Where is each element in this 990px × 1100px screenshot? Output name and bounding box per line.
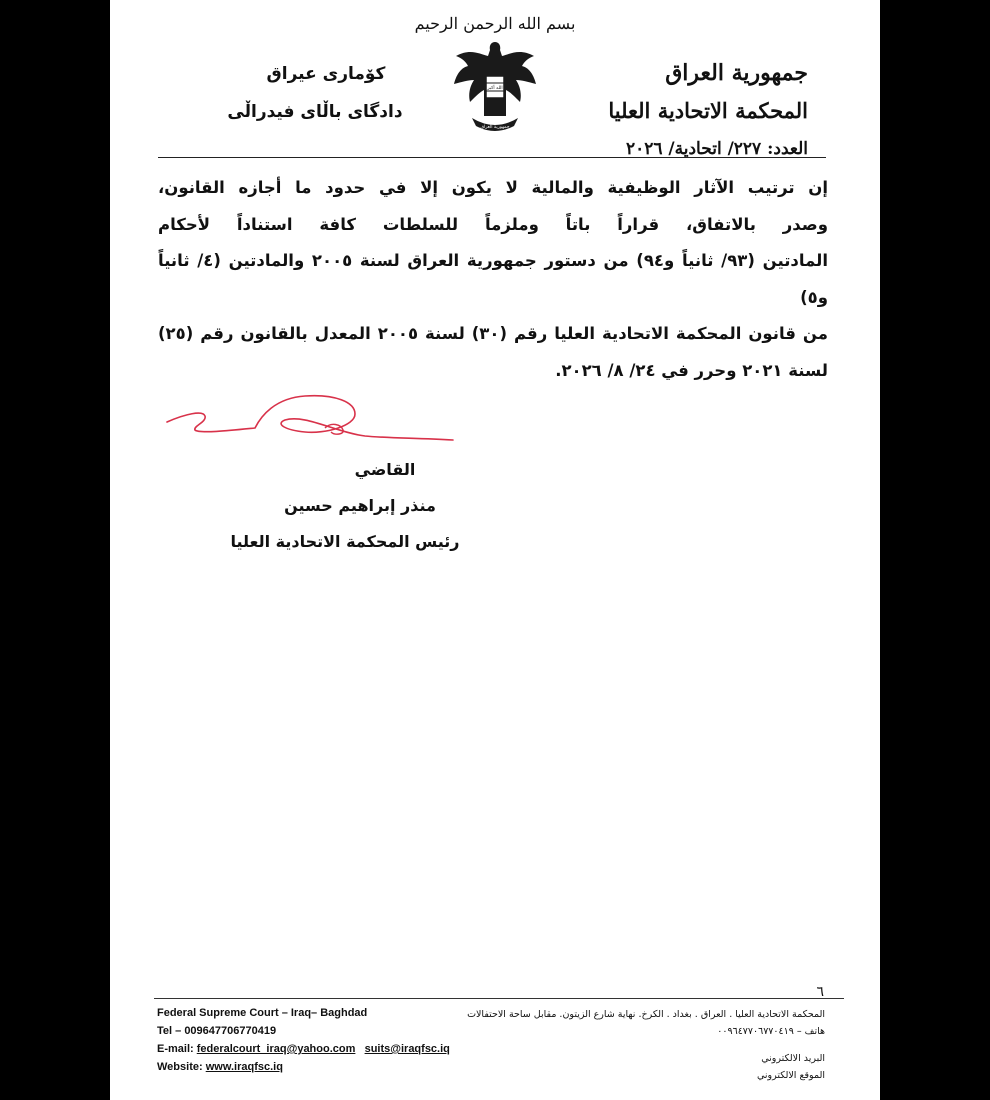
- footer-address-ar: المحكمة الاتحادية العليا . العراق . بغداد . الكرخ. نهاية شارع الزيتون. مقابل ساحة الاحتفالات: [467, 1009, 825, 1020]
- phone-number: 009647706770419: [184, 1025, 277, 1037]
- footer-phone: Tel – 009647706770419: [157, 1025, 277, 1037]
- email-link[interactable]: federalcourt_iraq@yahoo.com: [196, 1043, 356, 1055]
- basmala: بسم الله الرحمن الرحيم: [414, 14, 576, 33]
- decision-text: [158, 170, 828, 389]
- judge-name: منذر إبراهيم حسين: [284, 496, 436, 515]
- decision-line: وصدر بالاتفاق، قراراً باتاً وملزماً للسلطات كافة استناداً لأحكام: [158, 214, 828, 234]
- footer-email-label-ar: البريد الالكتروني: [761, 1053, 825, 1064]
- header-kurdish: [210, 62, 420, 124]
- decision-line: إن ترتيب الآثار الوظيفية والمالية لا يكون إلا في حدود ما أجازه القانون،: [158, 178, 828, 197]
- country-name-ar: جمهورية العراق: [665, 60, 808, 86]
- court-name-ku: دادگاى باڵاى فيدراڵى: [227, 102, 403, 122]
- iraq-eagle-emblem: [450, 36, 540, 132]
- page-number: ٦: [816, 984, 824, 1000]
- decision-line: المادتين (٩٣/ ثانياً و٩٤) من دستور جمهورية العراق لسنة ٢٠٠٥ والمادتين (٤/ ثانياً و٥): [158, 251, 828, 307]
- judge-title: القاضي: [354, 460, 416, 479]
- footer-website: Website: www.iraqfsc.iq: [157, 1061, 283, 1073]
- email-link[interactable]: suits@iraqfsc.iq: [364, 1043, 450, 1055]
- signature-block: [230, 452, 480, 560]
- handwritten-signature: [165, 392, 455, 452]
- judge-position: رئيس المحكمة الاتحادية العليا: [230, 532, 460, 551]
- footer-website-label-ar: الموقع الالكتروني: [756, 1070, 825, 1081]
- emblem-caption: جمهورية العراق: [480, 125, 510, 130]
- footer-court-name: Federal Supreme Court – Iraq– Baghdad: [157, 1007, 368, 1019]
- footer-email: E-mail: federalcourt_iraq@yahoo.com suits@iraqfsc.iq: [157, 1043, 450, 1055]
- footer-english: [157, 1004, 477, 1076]
- reference-number: العدد: ٢٢٧/ اتحادية/ ٢٠٢٦: [625, 139, 808, 159]
- footer-arabic: [467, 1006, 825, 1084]
- footer-phone-ar: هاتف – ٠٠٩٦٤٧٧٠٦٧٧٠٤١٩: [717, 1026, 825, 1037]
- decision-line: من قانون المحكمة الاتحادية العليا رقم (٣٠) لسنة ٢٠٠٥ المعدل بالقانون رقم (٢٥): [158, 324, 828, 343]
- country-name-ku: كۆمارى عيراق: [266, 64, 386, 84]
- emblem-motto: الله أكبر: [487, 86, 503, 91]
- footer-divider: [154, 998, 844, 999]
- decision-line: لسنة ٢٠٢١ وحرر في ٢٤/ ٨/ ٢٠٢٦.: [555, 360, 828, 380]
- court-name-ar: المحكمة الاتحادية العليا: [608, 98, 808, 123]
- website-link[interactable]: www.iraqfsc.iq: [205, 1061, 283, 1073]
- header-divider: [158, 157, 826, 158]
- header-arabic: [528, 58, 808, 162]
- document-page: [110, 0, 880, 1100]
